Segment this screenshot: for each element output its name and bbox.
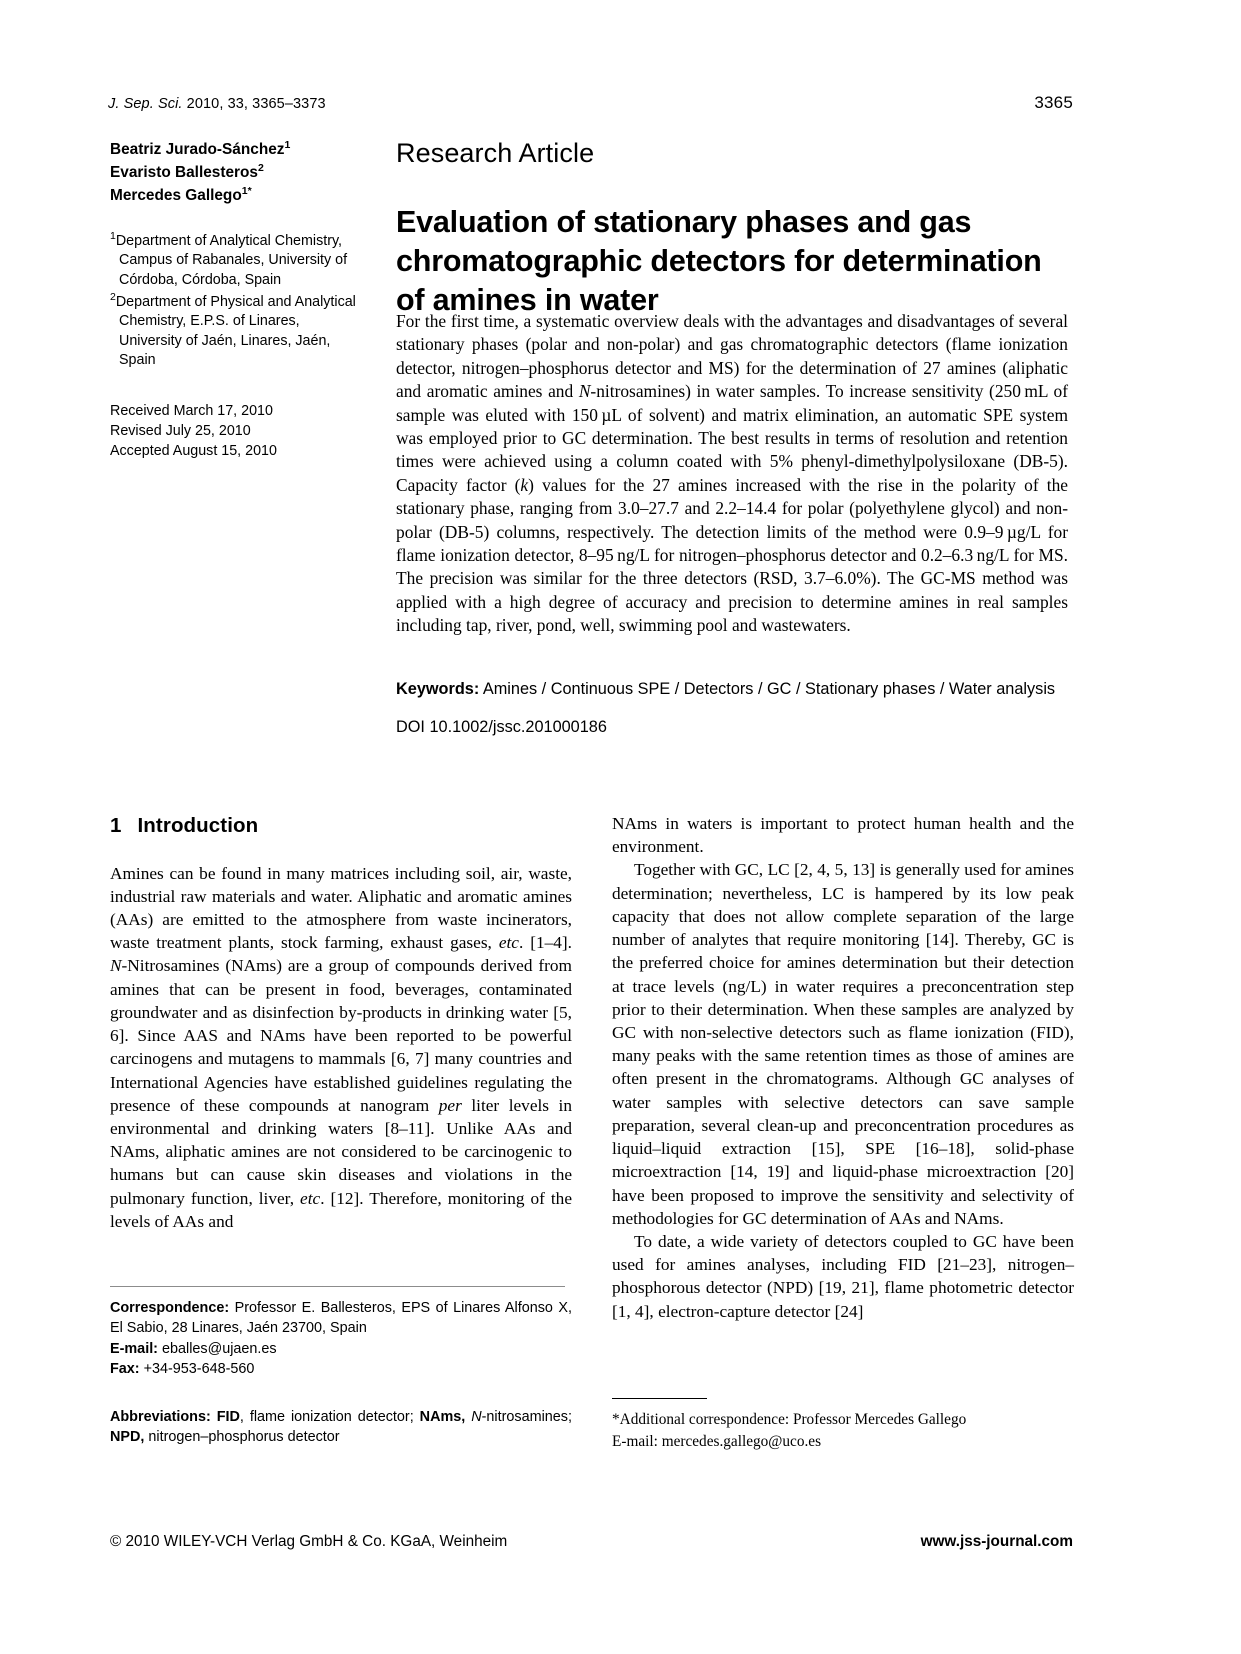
additional-email-line: E-mail: mercedes.gallego@uco.es	[612, 1433, 822, 1451]
author-affiliation-marker: 2	[258, 162, 264, 175]
keywords-value: Amines / Continuous SPE / Detectors / GC / Stationary phases / Water analysis	[479, 680, 1056, 698]
abbreviations-line: Abbreviations: FID, flame ionization detector; NAms, N-nitrosamines; NPD, nitrogen–phosphorus detector	[110, 1408, 572, 1446]
keywords	[396, 678, 1068, 700]
affiliation-marker: 2	[110, 291, 116, 304]
author-name: Mercedes Gallego$^{1*}$	[110, 185, 252, 205]
submission-date: Received March 17, 2010	[110, 402, 273, 419]
section-number: 1	[110, 814, 122, 837]
running-head	[108, 93, 1073, 113]
page-number: 3365	[1034, 93, 1073, 112]
page-footer	[110, 1533, 1073, 1551]
fax-line: Fax: +34-953-648-560	[110, 1361, 255, 1378]
abstract: For the first time, a systematic overview deals with the advantages and disadvantages of several stationary phases (polar and non-polar) and gas chromatographic detectors (flame ionization detector, nitrogen–phosphorus detector and MS) for the determination of 27 amines (aliphatic and aromatic amines and N-nitrosamines) in water samples. To increase sensitivity (250 mL of sample was eluted with 150 µL of solvent) and matrix elimination, an automatic SPE system was employed prior to GC determination. The best results in terms of resolution and retention times were achieved using a column coated with 5% phenyl-dimethylpolysiloxane (DB-5). Capacity factor (k) values for the 27 amines increased with the rise in the polarity of the stationary phase, ranging from 3.0–27.7 and 2.2–14.4 for polar (polyethylene glycol) and non-polar (DB-5) columns, respectively. The detection limits of the method were 0.9–9 µg/L for flame ionization detector, 8–95 ng/L for nitrogen–phosphorus detector and 0.2–6.3 ng/L for MS. The precision was similar for the three detectors (RSD, 3.7–6.0%). The GC-MS method was applied with a high degree of accuracy and precision to determine amines in real samples including tap, river, pond, well, swimming pool and wastewaters.	[396, 311, 1068, 636]
affiliation-marker: 1	[110, 230, 116, 243]
doi: DOI 10.1002/jssc.201000186	[396, 718, 607, 736]
journal-volume-pages: 2010, 33, 3365–3373	[182, 96, 326, 112]
body-column-left	[110, 812, 572, 1233]
additional-correspondence-line: *Additional correspondence: Professor Mercedes Gallego	[612, 1411, 967, 1428]
submission-date: Accepted August 15, 2010	[110, 443, 277, 460]
submission-dates	[110, 401, 365, 462]
section-heading-introduction	[110, 812, 572, 840]
left-column-paragraphs	[110, 862, 572, 1234]
journal-website[interactable]: www.jss-journal.com	[920, 1533, 1073, 1550]
author-list	[110, 138, 365, 207]
masthead	[110, 138, 365, 462]
additional-correspondence-footnote	[612, 1398, 1074, 1454]
email-line: E-mail: eballes@ujaen.es	[110, 1340, 277, 1357]
author-name: Evaristo Ballesteros$^2$	[110, 162, 264, 182]
author-name: Beatriz Jurado-Sánchez$^1$	[110, 139, 291, 159]
footnote-divider-right	[612, 1398, 707, 1399]
body-paragraph: NAms in waters is important to protect human health and the environment.	[612, 814, 1074, 857]
author-affiliation-marker: 1*	[241, 185, 252, 198]
copyright-notice: © 2010 WILEY-VCH Verlag GmbH & Co. KGaA, Weinheim	[110, 1533, 508, 1550]
correspondence-footnote	[110, 1286, 572, 1448]
submission-date: Revised July 25, 2010	[110, 423, 251, 440]
body-paragraph: To date, a wide variety of detectors coupled to GC have been used for amines analyses, including FID [21–23], nitrogen–phosphorous detector (NPD) [19, 21], flame photometric detector [1, 4], electron-capture detector [24]	[612, 1231, 1074, 1321]
author-affiliation-marker: 1	[284, 139, 291, 151]
journal-abbreviation: J. Sep. Sci.	[108, 96, 183, 112]
journal-reference	[108, 96, 326, 112]
affiliation-list	[110, 229, 365, 371]
body-paragraph: Amines can be found in many matrices including soil, air, waste, industrial raw materials and water. Aliphatic and aromatic amines (AAs) are emitted to the atmosphere from waste incinerators, waste treatment plants, stock farming, exhaust gases, etc. [1–4]. N-Nitrosamines (NAms) are a group of compounds derived from amines that can be present in food, beverages, contaminated groundwater and as disinfection by-products in drinking water [5, 6]. Since AAS and NAms have been reported to be powerful carcinogens and mutagens to mammals [6, 7] many countries and International Agencies have established guidelines regulating the presence of these compounds at nanogram per liter levels in environmental and drinking waters [8–11]. Unlike AAs and NAms, aliphatic amines are not considered to be carcinogenic to humans but can cause skin diseases and violations in the pulmonary function, liver, etc. [12]. Therefore, monitoring of the levels of AAs and	[110, 863, 572, 1231]
right-column-paragraphs	[612, 812, 1074, 1323]
affiliation-entry: $^2$Department of Physical and Analytical Chemistry, E.P.S. of Linares, University of Jaén, Linares, Jaén, Spain	[110, 291, 356, 369]
article-title: Evaluation of stationary phases and gas chromatographic detectors for determination of amines in water	[396, 205, 1042, 318]
footnote-divider	[110, 1286, 565, 1287]
body-column-right	[612, 812, 1074, 1323]
body-paragraph: Together with GC, LC [2, 4, 5, 13] is generally used for amines determination; nevertheless, LC is hampered by its low peak capacity that does not allow complete separation of the large number of analytes that require monitoring [14]. Thereby, GC is the preferred choice for amines determination but their detection at trace levels (ng/L) in water requires a preconcentration step prior to their determination. When these samples are analyzed by GC with non-selective detectors such as flame ionization (FID), many peaks with the same retention times as those of amines are often present in the chromatograms. Although GC analyses of water samples with selective detectors can save sample preparation, several clean-up and preconcentration procedures as liquid–liquid extraction [15], SPE [16–18], solid-phase microextraction [14, 19] and liquid-phase microextraction [20] have been proposed to improve the sensitivity and selectivity of methodologies for GC determination of AAs and NAms.	[612, 860, 1074, 1228]
section-title: Introduction	[137, 814, 259, 837]
correspondence-line: Correspondence: Professor E. Ballesteros, EPS of Linares Alfonso X, El Sabio, 28 Linares, Jaén 23700, Spain	[110, 1300, 572, 1337]
affiliation-entry: $^1$Department of Analytical Chemistry, Campus of Rabanales, University of Córdoba, Córdoba, Spain	[110, 230, 348, 288]
article-type-label: Research Article	[396, 138, 595, 168]
keywords-label: Keywords:	[396, 680, 480, 698]
